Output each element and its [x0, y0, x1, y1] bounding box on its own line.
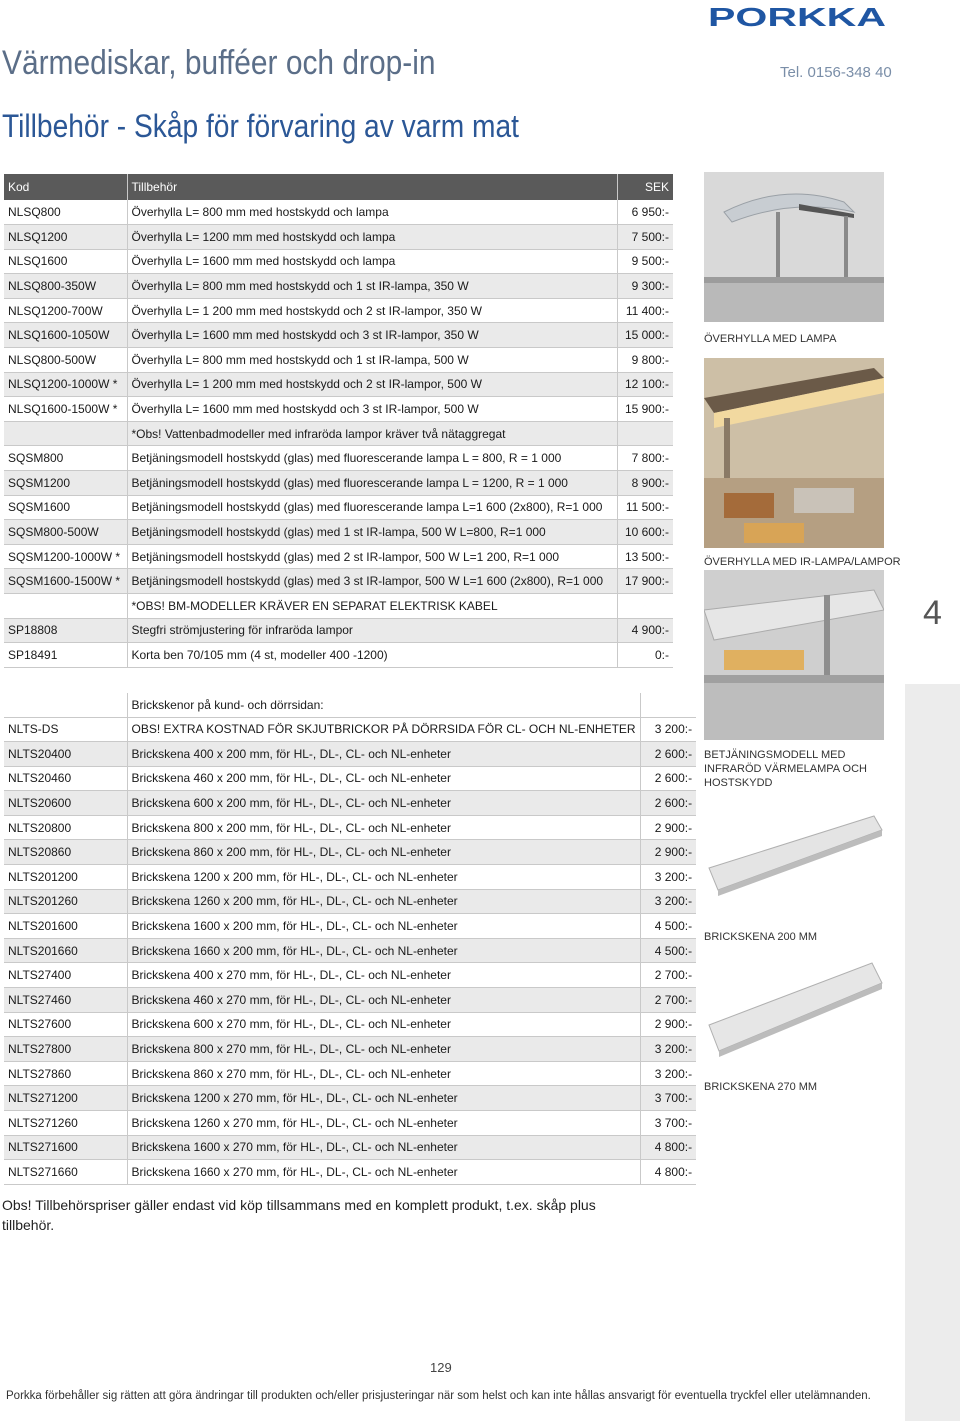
product-description: OBS! EXTRA KOSTNAD FÖR SKJUTBRICKOR PÅ DÖRRSIDA FÖR CL- OCH NL-ENHETER — [127, 717, 640, 742]
product-description: Brickskena 860 x 200 mm, för HL-, DL-, CL- och NL-enheter — [127, 840, 640, 865]
product-price: 10 600:- — [617, 520, 673, 545]
product-code: SQSM1600-1500W * — [4, 569, 127, 594]
product-description: Brickskena 460 x 200 mm, för HL-, DL-, CL- och NL-enheter — [127, 766, 640, 791]
table-row — [4, 1012, 696, 1037]
product-description: Överhylla L= 1600 mm med hostskydd och 3 st IR-lampor, 350 W — [127, 323, 617, 348]
product-code: NLTS271200 — [4, 1086, 127, 1111]
product-price: 3 200:- — [640, 865, 696, 890]
product-code: NLSQ800-350W — [4, 274, 127, 299]
side-strip — [905, 684, 960, 1421]
product-price: 2 900:- — [640, 1012, 696, 1037]
table-row — [4, 643, 673, 668]
table-subheading-row — [4, 693, 696, 717]
product-code: SQSM800 — [4, 446, 127, 471]
product-code — [4, 421, 127, 446]
product-code — [4, 594, 127, 619]
caption-service-model: BETJÄNINGSMODELL MED INFRARÖD VÄRMELAMPA OCH HOSTSKYDD — [704, 749, 867, 789]
caption-shelf-ir: ÖVERHYLLA MED IR-LAMPA/LAMPOR — [704, 556, 901, 568]
product-code: NLSQ800 — [4, 200, 127, 225]
table-row — [4, 815, 696, 840]
product-price: 2 900:- — [640, 815, 696, 840]
table-row — [4, 471, 673, 496]
product-price: 12 100:- — [617, 372, 673, 397]
product-price: 17 900:- — [617, 569, 673, 594]
table-row — [4, 742, 696, 767]
product-code: NLTS27400 — [4, 963, 127, 988]
shelf-with-lamp-image — [704, 172, 884, 322]
product-code: NLTS20860 — [4, 840, 127, 865]
product-description: Brickskena 1600 x 270 mm, för HL-, DL-, CL- och NL-enheter — [127, 1135, 640, 1160]
table-row — [4, 446, 673, 471]
product-code: NLSQ1200 — [4, 225, 127, 250]
table-row — [4, 200, 673, 225]
product-price: 7 800:- — [617, 446, 673, 471]
product-price: 2 900:- — [640, 840, 696, 865]
product-description: Betjäningsmodell hostskydd (glas) med 1 st IR-lampa, 500 W L=800, R=1 000 — [127, 520, 617, 545]
product-code: SQSM1200-1000W * — [4, 544, 127, 569]
product-code: NLTS27860 — [4, 1061, 127, 1086]
porkka-logo — [708, 4, 888, 30]
table-row — [4, 766, 696, 791]
table-row — [4, 274, 673, 299]
table-row — [4, 963, 696, 988]
product-code: NLTS-DS — [4, 717, 127, 742]
product-description: Betjäningsmodell hostskydd (glas) med fluorescerande lampa L = 1200, R = 1 000 — [127, 471, 617, 496]
product-price: 15 900:- — [617, 397, 673, 422]
product-description: Korta ben 70/105 mm (4 st, modeller 400 -1200) — [127, 643, 617, 668]
table-row — [4, 1111, 696, 1136]
product-description: Brickskena 1260 x 270 mm, för HL-, DL-, CL- och NL-enheter — [127, 1111, 640, 1136]
table-row — [4, 594, 673, 619]
product-price: 0:- — [617, 643, 673, 668]
product-price: 9 800:- — [617, 348, 673, 373]
product-code: NLTS271660 — [4, 1160, 127, 1185]
table-row — [4, 372, 673, 397]
tray-rail-price-table — [4, 693, 696, 1185]
product-description: Överhylla L= 1 200 mm med hostskydd och 2 st IR-lampor, 500 W — [127, 372, 617, 397]
accessory-price-note: Obs! Tillbehörspriser gäller endast vid köp tillsammans med en komplett produkt, t.ex. skåp plus tillbehör. — [2, 1197, 596, 1233]
product-code: NLTS20400 — [4, 742, 127, 767]
product-description: Brickskena 460 x 270 mm, för HL-, DL-, CL- och NL-enheter — [127, 988, 640, 1013]
product-code: NLSQ1600-1500W * — [4, 397, 127, 422]
product-code: NLSQ1600-1050W — [4, 323, 127, 348]
caption-rail-270: BRICKSKENA 270 MM — [704, 1081, 818, 1093]
table-header-row — [4, 174, 673, 200]
column-header-accessory: Tillbehör — [127, 174, 617, 200]
tray-rail-200-image — [704, 808, 884, 918]
product-price: 2 600:- — [640, 791, 696, 816]
table-row — [4, 421, 673, 446]
table-row — [4, 840, 696, 865]
product-price: 3 200:- — [640, 1061, 696, 1086]
product-price: 15 000:- — [617, 323, 673, 348]
product-price: 11 400:- — [617, 298, 673, 323]
table-row — [4, 889, 696, 914]
table-row — [4, 348, 673, 373]
table-row — [4, 938, 696, 963]
table-row — [4, 397, 673, 422]
product-description: Stegfri strömjustering för infraröda lampor — [127, 618, 617, 643]
product-description: Brickskena 1200 x 270 mm, för HL-, DL-, CL- och NL-enheter — [127, 1086, 640, 1111]
disclaimer: Porkka förbehåller sig rätten att göra ändringar till produkten och/eller prisjusteringar när som helst och kan inte hållas ansvarigt för eventuella tryckfel eller utelämnanden. — [6, 1390, 871, 1402]
product-description: *OBS! BM-MODELLER KRÄVER EN SEPARAT ELEKTRISK KABEL — [127, 594, 617, 619]
product-code: NLTS20600 — [4, 791, 127, 816]
table-row — [4, 988, 696, 1013]
product-description: Brickskena 400 x 200 mm, för HL-, DL-, CL- och NL-enheter — [127, 742, 640, 767]
product-description: Överhylla L= 1600 mm med hostskydd och lampa — [127, 249, 617, 274]
phone-number: Tel. 0156-348 40 — [780, 64, 892, 81]
product-description: Brickskena 800 x 200 mm, för HL-, DL-, CL- och NL-enheter — [127, 815, 640, 840]
product-code: NLTS201260 — [4, 889, 127, 914]
product-price: 4 800:- — [640, 1135, 696, 1160]
product-description: Brickskena 400 x 270 mm, för HL-, DL-, CL- och NL-enheter — [127, 963, 640, 988]
product-code: SP18491 — [4, 643, 127, 668]
product-price: 8 900:- — [617, 471, 673, 496]
product-price: 2 600:- — [640, 766, 696, 791]
product-description: Betjäningsmodell hostskydd (glas) med 2 st IR-lampor, 500 W L=1 200, R=1 000 — [127, 544, 617, 569]
product-price: 2 700:- — [640, 963, 696, 988]
caption-rail-200: BRICKSKENA 200 MM — [704, 931, 818, 943]
column-header-price: SEK — [617, 174, 673, 200]
product-code: NLTS201660 — [4, 938, 127, 963]
product-description: Brickskena 1600 x 200 mm, för HL-, DL-, CL- och NL-enheter — [127, 914, 640, 939]
product-code: NLTS20800 — [4, 815, 127, 840]
product-description: Överhylla L= 1200 mm med hostskydd och lampa — [127, 225, 617, 250]
product-price: 4 800:- — [640, 1160, 696, 1185]
product-code: NLTS201200 — [4, 865, 127, 890]
product-price: 2 700:- — [640, 988, 696, 1013]
product-description: Betjäningsmodell hostskydd (glas) med fluorescerande lampa L = 800, R = 1 000 — [127, 446, 617, 471]
table-row — [4, 1061, 696, 1086]
product-code: SP18808 — [4, 618, 127, 643]
product-price — [617, 421, 673, 446]
product-description: Överhylla L= 800 mm med hostskydd och lampa — [127, 200, 617, 225]
product-price: 13 500:- — [617, 544, 673, 569]
product-code: NLTS27460 — [4, 988, 127, 1013]
caption-shelf-lamp: ÖVERHYLLA MED LAMPA — [704, 333, 837, 345]
table-row — [4, 323, 673, 348]
product-price: 3 700:- — [640, 1111, 696, 1136]
product-description: Brickskena 600 x 200 mm, för HL-, DL-, CL- och NL-enheter — [127, 791, 640, 816]
product-code: SQSM800-500W — [4, 520, 127, 545]
product-description: Överhylla L= 800 mm med hostskydd och 1 st IR-lampa, 350 W — [127, 274, 617, 299]
product-description: Överhylla L= 800 mm med hostskydd och 1 st IR-lampa, 500 W — [127, 348, 617, 373]
table-row — [4, 1037, 696, 1062]
table-row — [4, 865, 696, 890]
table-row — [4, 569, 673, 594]
product-description: Brickskena 1660 x 200 mm, för HL-, DL-, CL- och NL-enheter — [127, 938, 640, 963]
product-description: Brickskena 860 x 270 mm, för HL-, DL-, CL- och NL-enheter — [127, 1061, 640, 1086]
product-description: Brickskena 800 x 270 mm, för HL-, DL-, CL- och NL-enheter — [127, 1037, 640, 1062]
product-code: SQSM1200 — [4, 471, 127, 496]
svg-text:PORKKA: PORKKA — [708, 4, 887, 30]
product-description: Brickskena 1200 x 200 mm, för HL-, DL-, CL- och NL-enheter — [127, 865, 640, 890]
product-code: SQSM1600 — [4, 495, 127, 520]
product-code: NLSQ1200-1000W * — [4, 372, 127, 397]
product-price: 3 200:- — [640, 717, 696, 742]
table-row — [4, 520, 673, 545]
tray-rail-heading: Brickskenor på kund- och dörrsidan: — [127, 693, 640, 717]
table-cell — [640, 693, 696, 717]
product-price: 11 500:- — [617, 495, 673, 520]
tray-rail-270-image — [704, 955, 884, 1075]
product-price: 4 500:- — [640, 914, 696, 939]
product-price: 4 900:- — [617, 618, 673, 643]
table-row — [4, 914, 696, 939]
chapter-tab-number: 4 — [923, 594, 942, 632]
product-code: NLTS271600 — [4, 1135, 127, 1160]
product-price: 6 950:- — [617, 200, 673, 225]
service-model-image — [704, 570, 884, 740]
table-row — [4, 249, 673, 274]
product-price: 9 300:- — [617, 274, 673, 299]
product-description: Betjäningsmodell hostskydd (glas) med 3 st IR-lampor, 500 W L=1 600 (2x800), R=1 000 — [127, 569, 617, 594]
product-code: NLSQ800-500W — [4, 348, 127, 373]
product-code: NLTS27800 — [4, 1037, 127, 1062]
table-row — [4, 1135, 696, 1160]
product-description: Överhylla L= 1 200 mm med hostskydd och 2 st IR-lampor, 350 W — [127, 298, 617, 323]
product-code: NLSQ1200-700W — [4, 298, 127, 323]
product-code: NLTS201600 — [4, 914, 127, 939]
product-description: Brickskena 1260 x 200 mm, för HL-, DL-, CL- och NL-enheter — [127, 889, 640, 914]
product-code: NLTS20460 — [4, 766, 127, 791]
table-row — [4, 1086, 696, 1111]
product-price: 4 500:- — [640, 938, 696, 963]
product-price: 2 600:- — [640, 742, 696, 767]
page-number: 129 — [430, 1360, 452, 1375]
shelf-with-ir-lamps-image — [704, 358, 884, 548]
page-title: Värmediskar, bufféer och drop-in — [2, 44, 436, 82]
product-price: 9 500:- — [617, 249, 673, 274]
product-description: Betjäningsmodell hostskydd (glas) med fluorescerande lampa L=1 600 (2x800), R=1 000 — [127, 495, 617, 520]
product-price: 3 200:- — [640, 889, 696, 914]
product-price: 3 200:- — [640, 1037, 696, 1062]
table-row — [4, 1160, 696, 1185]
table-cell — [4, 693, 127, 717]
product-code: NLSQ1600 — [4, 249, 127, 274]
column-header-code: Kod — [4, 174, 127, 200]
table-row — [4, 544, 673, 569]
product-description: Brickskena 600 x 270 mm, för HL-, DL-, CL- och NL-enheter — [127, 1012, 640, 1037]
product-code: NLTS271260 — [4, 1111, 127, 1136]
product-price: 7 500:- — [617, 225, 673, 250]
product-description: Överhylla L= 1600 mm med hostskydd och 3 st IR-lampor, 500 W — [127, 397, 617, 422]
product-description: *Obs! Vattenbadmodeller med infraröda lampor kräver två nätaggregat — [127, 421, 617, 446]
table-row — [4, 717, 696, 742]
table-row — [4, 225, 673, 250]
product-price — [617, 594, 673, 619]
product-price: 3 700:- — [640, 1086, 696, 1111]
accessories-price-table — [4, 174, 673, 668]
table-row — [4, 618, 673, 643]
product-code: NLTS27600 — [4, 1012, 127, 1037]
product-description: Brickskena 1660 x 270 mm, för HL-, DL-, CL- och NL-enheter — [127, 1160, 640, 1185]
table-row — [4, 791, 696, 816]
section-title: Tillbehör - Skåp för förvaring av varm mat — [2, 108, 519, 144]
table-row — [4, 298, 673, 323]
table-row — [4, 495, 673, 520]
